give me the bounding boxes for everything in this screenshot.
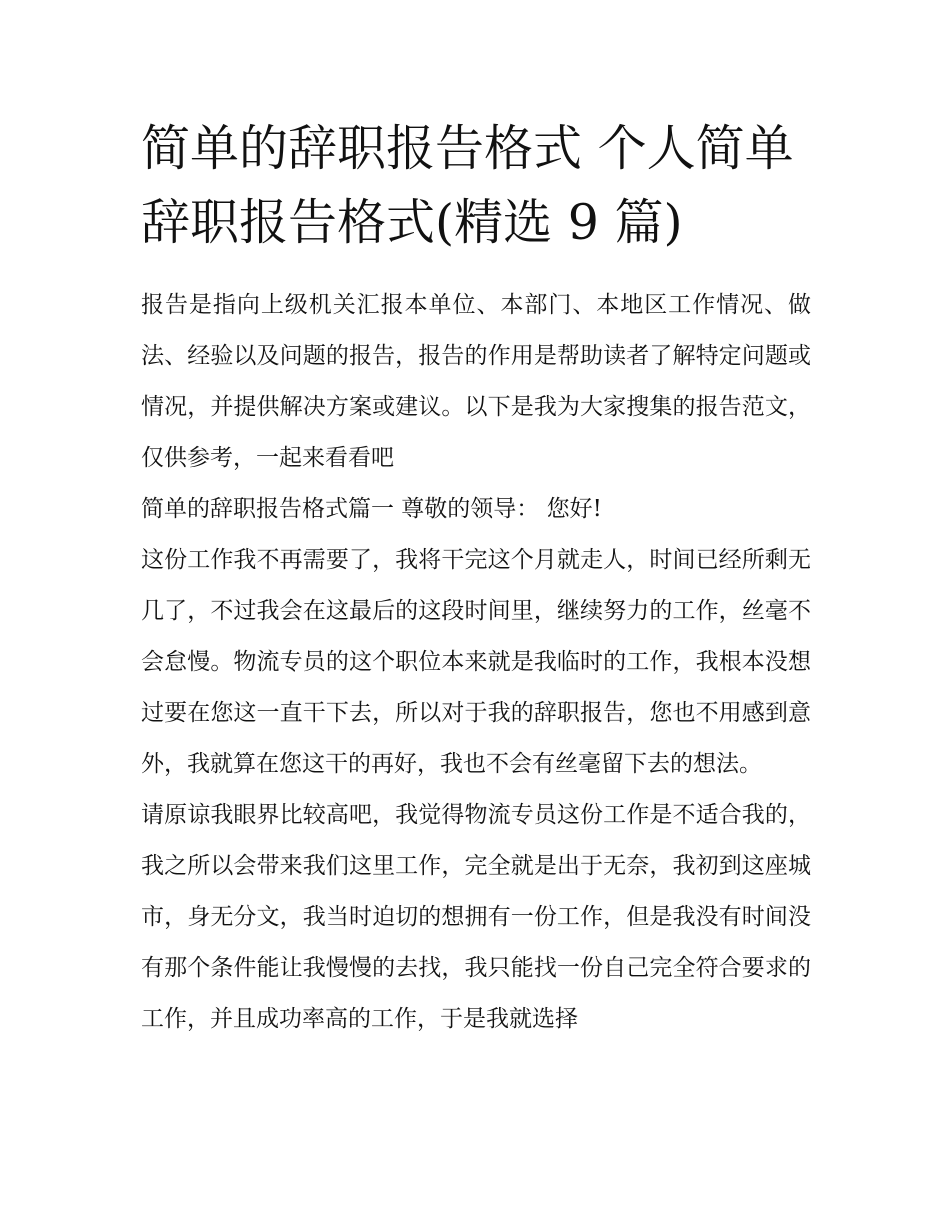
body-paragraph: 请原谅我眼界比较高吧，我觉得物流专员这份工作是不适合我的，我之所以会带来我们这里工作，完全就是出于无奈，我初到这座城市，身无分文，我当时迫切的想拥有一份工作，但是我没有时间没有那个条件能让我慢慢的去找，我只能找一份自己完全符合要求的工作，并且成功率高的工作，于是我就选择 <box>141 802 811 1032</box>
section-heading-paragraph: 简单的辞职报告格式篇一 尊敬的领导： 您好! <box>141 496 602 522</box>
document-title: 简单的辞职报告格式 个人简单 辞职报告格式(精选 9 篇) <box>141 120 794 251</box>
body-paragraph: 这份工作我不再需要了，我将干完这个月就走人，时间已经所剩无几了，不过我会在这最后的这段时间里，继续努力的工作，丝毫不会怠慢。物流专员的这个职位本来就是我临时的工作，我根本没想过要在您这一直干下去，所以对于我的辞职报告，您也不用感到意外，我就算在您这干的再好，我也不会有丝毫留下去的想法。 <box>141 547 811 777</box>
intro-paragraph: 报告是指向上级机关汇报本单位、本部门、本地区工作情况、做法、经验以及问题的报告，报告的作用是帮助读者了解特定问题或情况，并提供解决方案或建议。以下是我为大家搜集的报告范文，仅供参考，一起来看看吧 <box>141 292 811 471</box>
document-body <box>141 112 811 1045</box>
